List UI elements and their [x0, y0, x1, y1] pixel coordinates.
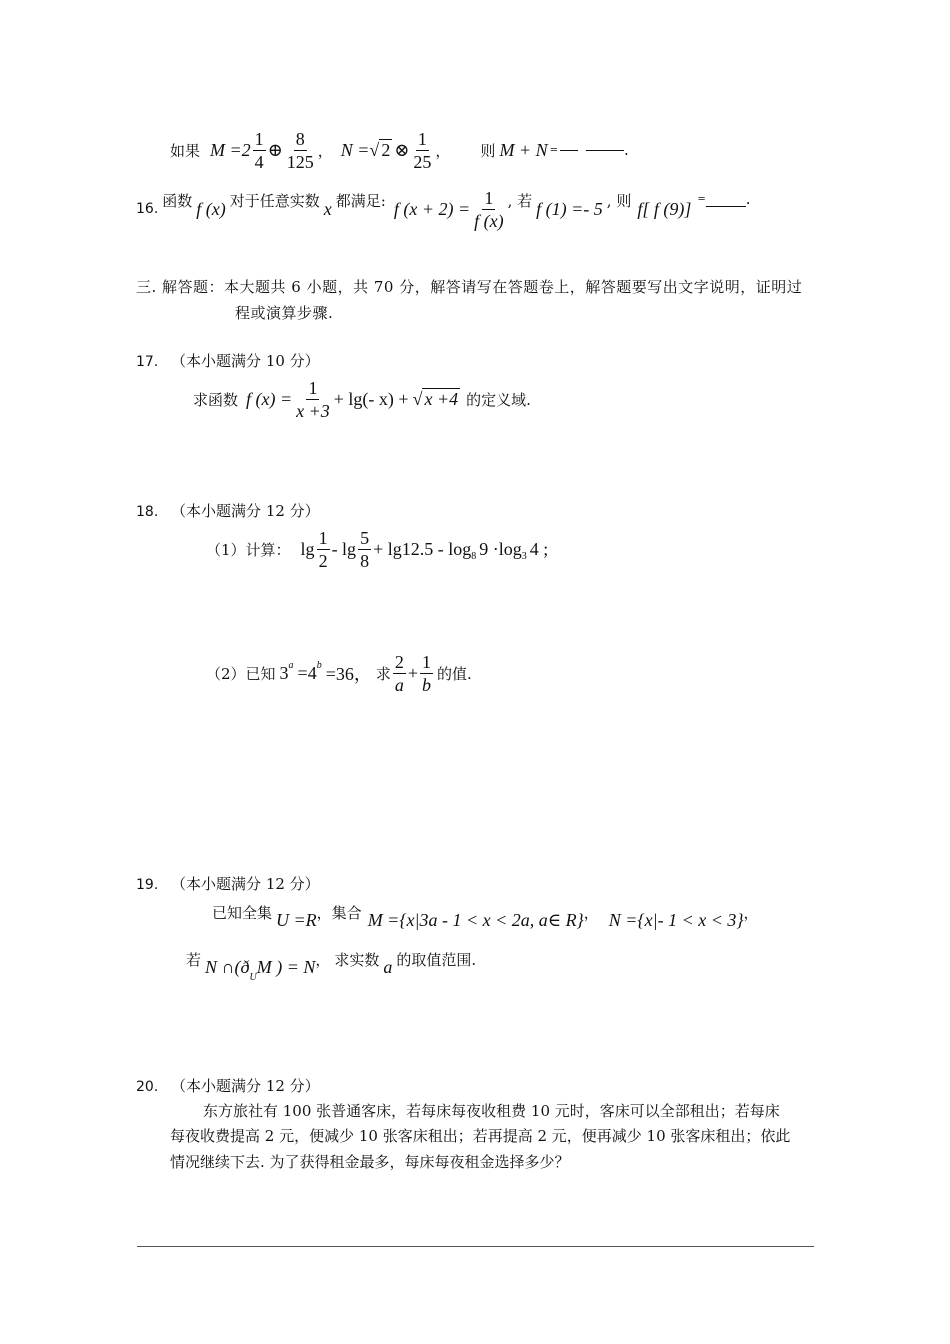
q18-p2-ask: 求	[375, 664, 391, 683]
q18-p2-exp2: b	[316, 660, 322, 671]
q18-part2	[206, 648, 472, 698]
q20-line2: 每夜收费提高 2 元，便减少 10 张客床租出；若再提高 2 元，便再减少 10 张客床租出；依此	[170, 1127, 791, 1145]
q15-m-frac2: $\frac{8}{125}$	[286, 128, 314, 172]
q16-label: 函数	[162, 192, 193, 210]
q16-text3: , 若	[507, 192, 533, 210]
q15-comma1: ，	[317, 141, 333, 160]
q17-tail: 的定义域.	[466, 390, 531, 409]
q17-lead: 求函数	[193, 390, 239, 409]
q18-p2-eq2: =36，	[325, 664, 372, 684]
q18-p2-plus: +	[407, 662, 419, 683]
q19-l2-lead: 若	[186, 951, 202, 969]
q18-p2-exp1: a	[288, 660, 294, 671]
q16-cond: f (1) =- 5	[536, 198, 603, 219]
q18-p2-frac2: $\frac{1}{b}$	[422, 651, 432, 695]
q17-header	[136, 350, 320, 371]
q18-p1-mid3: 9 ·log	[479, 538, 522, 559]
q17-number: 17.	[136, 354, 159, 370]
q19-line1	[212, 900, 759, 940]
q19-score: （本小题满分 12 分）	[171, 875, 320, 893]
footer-divider	[137, 1246, 814, 1247]
q17-score: （本小题满分 10 分）	[171, 352, 320, 370]
q17-sqrt: x +4	[424, 389, 459, 409]
q19-l2-expr2: M ) = N	[256, 956, 316, 977]
q16-eq: =	[697, 194, 706, 205]
q16-var: x	[323, 198, 332, 219]
q18-p2-frac1: $\frac{2}{a}$	[394, 651, 404, 695]
q20-header	[136, 1075, 320, 1096]
q20-number: 20.	[136, 1079, 159, 1095]
q20-line1: 东方旅社有 100 张普通客床，若每床每夜收租费 10 元时，客床可以全部租出；若每床	[203, 1102, 780, 1120]
q19-l1-m: M ={x|3a - 1 < x < 2a, a∈ R}	[367, 909, 584, 930]
q15-n-expr: N =	[340, 139, 370, 160]
section3-line2: 程或演算步骤.	[235, 304, 334, 322]
q17-fx: f (x) =	[246, 388, 293, 409]
q19-l2-tail1: 求实数	[334, 951, 380, 969]
q16	[136, 184, 751, 234]
q19-l2-var: a	[383, 956, 393, 977]
q18-p1-frac2: $\frac{5}{8}$	[360, 527, 370, 571]
q18-p1-mid1: - lg	[331, 538, 357, 559]
q19-l1-set: 集合	[331, 904, 362, 922]
q18-p1-sub1: 8	[471, 551, 477, 562]
q16-number: 16.	[136, 201, 159, 217]
q19-l2-sep: ，	[315, 951, 331, 969]
q15-tail: 则	[480, 141, 496, 160]
q19-l1-n: N ={x|- 1 < x < 3}	[608, 909, 744, 930]
q18-p1-lg1: lg	[300, 538, 315, 559]
q15-n-frac: $\frac{1}{25}$	[413, 128, 432, 172]
q18-score: （本小题满分 12 分）	[171, 502, 320, 520]
q18-p2-tail: 的值.	[437, 664, 472, 683]
q19-l1-u: U =R	[276, 909, 317, 930]
q16-fx: f (x)	[196, 198, 226, 219]
q17-body	[193, 374, 531, 424]
q15-continuation	[170, 126, 629, 174]
q16-text1: 对于任意实数	[229, 192, 320, 210]
q16-ask: f[ f (9)]	[637, 198, 692, 219]
q18-p1-frac1: $\frac{1}{2}$	[318, 527, 328, 571]
q16-eq-frac: $\frac{1}{f (x)}$	[474, 187, 504, 231]
q15-eq: =	[549, 144, 558, 156]
q20-score: （本小题满分 12 分）	[171, 1077, 320, 1095]
q18-p2-lead: （2）已知	[206, 664, 276, 683]
q15-end: .	[623, 141, 629, 159]
q17-mid: + lg(- x) +	[333, 388, 409, 409]
q16-eq-left: f (x + 2) =	[393, 198, 471, 219]
q19-header	[136, 873, 320, 894]
q15-sum-expr: M + N	[499, 139, 548, 160]
q18-p2-eq1: =4	[297, 662, 317, 683]
q15-comma2: ，	[435, 141, 451, 160]
q15-m-frac1: $\frac{1}{4}$	[254, 128, 264, 172]
q18-p1-sub2: 3	[521, 551, 527, 562]
q19-line2	[186, 947, 476, 987]
q15-op-otimes: ⊗	[394, 139, 410, 160]
q17-frac: $\frac{1}{x +3}$	[296, 377, 330, 421]
q19-l2-expr: N ∩(ð	[205, 956, 250, 977]
q19-l1-lead: 已知全集	[212, 904, 273, 922]
q20-line3: 情况继续下去. 为了获得租金最多，每床每夜租金选择多少？	[170, 1153, 570, 1171]
q19-l1-sep: ，	[316, 904, 332, 922]
q15-sqrt-sign: √	[369, 139, 380, 160]
q16-answer-blank	[706, 190, 746, 207]
section3-line1: 三. 解答题：本大题共 6 小题，共 70 分，解答请写在答题卷上，解答题要写出文字说明，证明过	[136, 278, 803, 296]
q15-prefix: 如果	[170, 141, 201, 160]
q15-sqrt-val: 2	[381, 140, 391, 160]
q19-l1-end: ，	[743, 904, 759, 922]
q18-p1-lead: （1）计算：	[206, 540, 291, 559]
q17-sqrt-sign: √	[412, 388, 423, 409]
q18-number: 18.	[136, 504, 159, 520]
q15-answer-blank-1	[560, 150, 578, 151]
q19-l2-sub: U	[249, 972, 257, 983]
q18-p1-end: 4 ;	[529, 538, 549, 559]
q16-end: .	[745, 190, 751, 208]
q18-part1	[206, 524, 548, 574]
q18-p1-mid2: + lg12.5 - log	[373, 538, 472, 559]
q19-number: 19.	[136, 877, 159, 893]
q16-text2: 都满足:	[335, 192, 386, 210]
q19-l1-sep2: ，	[583, 904, 599, 922]
q15-answer-blank-2	[586, 150, 624, 151]
q15-op-oplus: ⊕	[267, 139, 283, 160]
q18-header	[136, 500, 320, 521]
q16-text4: , 则	[606, 192, 632, 210]
q19-l2-tail2: 的取值范围.	[396, 951, 477, 969]
q18-p2-base1: 3	[279, 662, 289, 683]
q15-m-expr: M =2	[210, 139, 251, 160]
